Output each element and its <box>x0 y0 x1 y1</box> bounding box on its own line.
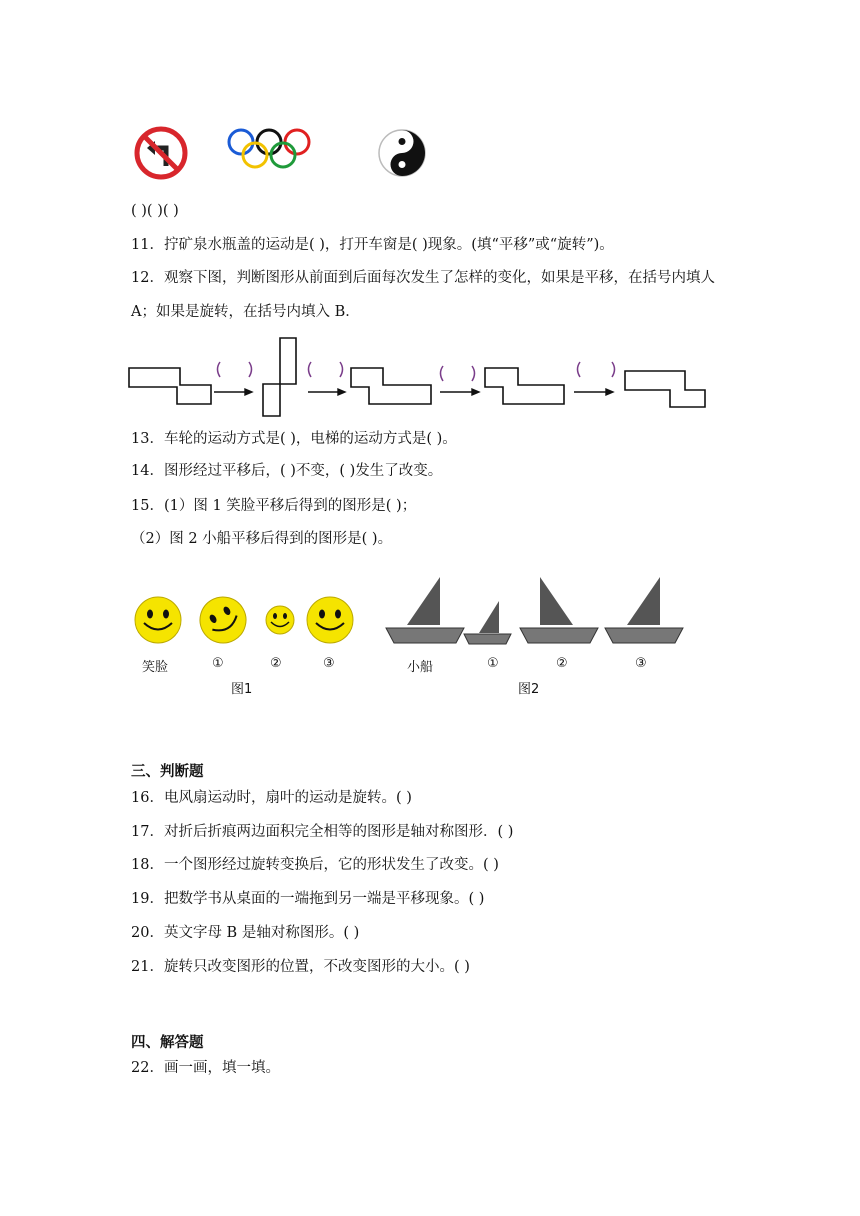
smiley-option-3-icon <box>307 597 353 643</box>
paren-3-right <box>472 366 475 381</box>
shape-1 <box>129 368 211 404</box>
question-13: 13．车轮的运动方式是( )，电梯的运动方式是( )。 <box>131 431 457 447</box>
figure-2-boats <box>384 573 684 649</box>
question-16: 16．电风扇运动时，扇叶的运动是旋转。( ) <box>131 790 412 806</box>
paren-2-left <box>309 362 312 377</box>
question-12-line2: A；如果是旋转，在括号内填入 B． <box>131 304 360 320</box>
fig2-label-option-3: ③ <box>635 656 647 671</box>
fig1-label-option-2: ② <box>270 656 282 671</box>
question-22: 22．画一画，填一填。 <box>131 1060 280 1076</box>
paren-1-left <box>218 362 221 377</box>
shape-2 <box>263 338 296 416</box>
question-12-line1: 12．观察下图，判断图形从前面到后面每次发生了怎样的变化，如果是平移，在括号内填人 <box>131 270 715 286</box>
paren-4-right <box>612 362 615 377</box>
q12-shape-sequence-figure <box>125 335 725 425</box>
boat-option-1-small-icon <box>464 601 511 644</box>
paren-2-right <box>340 362 343 377</box>
smiley-option-2-small-icon <box>266 606 294 634</box>
paren-3-left <box>441 366 444 381</box>
question-15-part2: （2）图 2 小船平移后得到的图形是( )。 <box>131 531 393 547</box>
shape-3 <box>351 368 431 404</box>
question-11: 11．拧矿泉水瓶盖的运动是( )，打开车窗是( )现象。(填“平移”或“旋转”)。 <box>131 237 614 253</box>
no-left-turn-sign-icon <box>134 126 188 180</box>
question-14: 14．图形经过平移后，( )不变，( )发生了改变。 <box>131 463 443 479</box>
fig2-label-option-1: ① <box>487 656 499 671</box>
question-18: 18．一个图形经过旋转变换后，它的形状发生了改变。( ) <box>131 857 499 873</box>
yin-yang-icon <box>377 128 427 178</box>
boat-option-3-icon <box>605 577 683 643</box>
olympic-rings-icon <box>226 127 314 171</box>
fig2-label-original: 小船 <box>407 660 434 675</box>
figure-1-smileys <box>130 590 360 650</box>
q10-answer-blanks: ( )( )( ) <box>131 203 179 219</box>
shape-5 <box>625 371 705 407</box>
boat-original-icon <box>386 577 464 643</box>
section-4-title: 四、解答题 <box>131 1035 204 1051</box>
shape-4 <box>485 368 564 404</box>
fig1-label-option-1: ① <box>212 656 224 671</box>
fig1-label-original: 笑脸 <box>142 660 169 675</box>
question-17: 17．对折后折痕两边面积完全相等的图形是轴对称图形．( ) <box>131 824 514 840</box>
boat-option-2-mirrored-icon <box>520 577 598 643</box>
figure-1-caption: 图1 <box>231 682 253 697</box>
question-20: 20．英文字母 B 是轴对称图形。( ) <box>131 925 360 941</box>
section-3-title: 三、判断题 <box>131 764 204 780</box>
question-19: 19．把数学书从桌面的一端拖到另一端是平移现象。( ) <box>131 891 485 907</box>
paren-4-left <box>578 362 581 377</box>
smiley-original-icon <box>135 597 181 643</box>
question-21: 21．旋转只改变图形的位置，不改变图形的大小。( ) <box>131 959 470 975</box>
fig1-label-option-3: ③ <box>323 656 335 671</box>
question-15-part1: 15．(1）图 1 笑脸平移后得到的图形是( )； <box>131 498 417 514</box>
paren-1-right <box>249 362 252 377</box>
figure-2-caption: 图2 <box>518 682 540 697</box>
smiley-option-1-rotated-icon <box>192 590 255 650</box>
fig2-label-option-2: ② <box>556 656 568 671</box>
